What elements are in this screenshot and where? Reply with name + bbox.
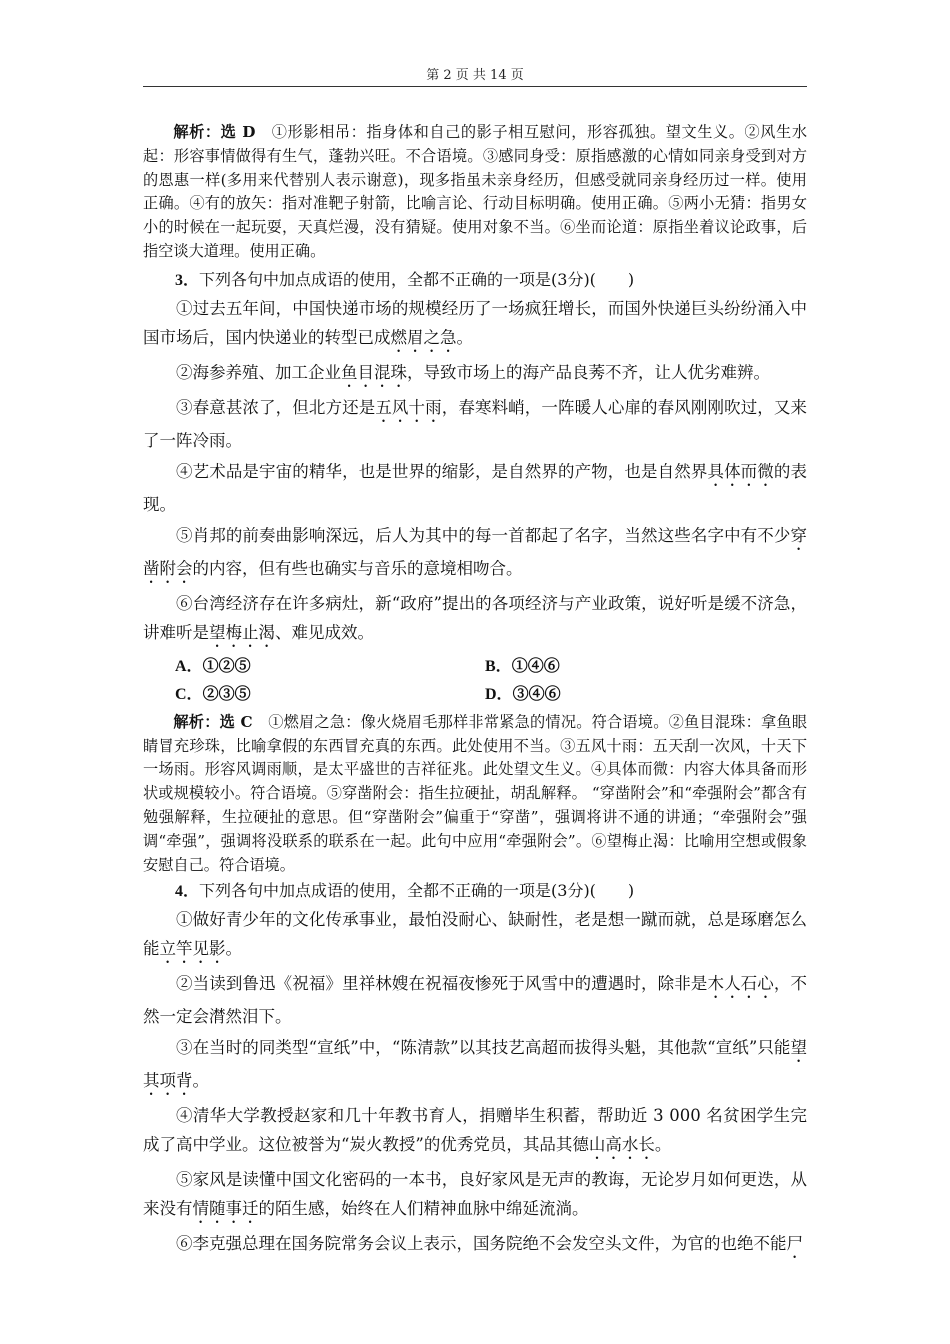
q3-item-5: [143, 521, 807, 587]
q3-item-2-tail: ，导致市场上的海产品良莠不齐，让人优劣难辨。: [407, 362, 770, 382]
q3-item-6-text: ⑥台湾经济存在许多病灶，新“政府”提出的各项经济与产业政策，说好听是缓不济急，讲难听是: [143, 593, 807, 642]
q4-item-2: [143, 969, 807, 1031]
header-divider: [143, 86, 807, 87]
q4-item-4-text: ④清华大学教授赵家和几十年教书育人，捐赠毕生积蓄，帮助近 3 000 名贫困学生完成了高中学业。这位被誉为“炭火教授”的优秀党员，其品其德: [143, 1106, 807, 1155]
q4-item-6: [143, 1229, 807, 1262]
analysis-q3: [143, 711, 807, 878]
q3-item-2: [143, 358, 807, 391]
q3-item-1: [143, 294, 807, 356]
analysis-q3-label: 解析：选 C: [173, 712, 253, 731]
q3-item-4-tail: 的表现。: [143, 461, 808, 514]
q4-item-2-text: ②当读到鲁迅《祝福》里祥林嫂在祝福夜惨死于风雪中的遭遇时，除非是: [176, 974, 708, 994]
q4-item-1-text: ①做好青少年的文化传承事业，最怕没耐心、缺耐性，老是想一蹴而就，总是琢磨怎么能: [143, 910, 807, 959]
q3-options-row-2: [143, 681, 807, 709]
q4-item-3: [143, 1033, 807, 1099]
q3-item-1-idiom: 燃眉之急: [390, 327, 457, 347]
q4-item-1-idiom: 立竿见影: [159, 939, 226, 959]
question-3-number: 3．: [175, 271, 200, 289]
q4-item-4: [143, 1101, 807, 1163]
question-3-stem: [143, 266, 807, 294]
analysis-q3-text: ①燃眉之急：像火烧眉毛那样非常紧急的情况。符合语境。②鱼目混珠：拿鱼眼睛冒充珍珠，比喻拿假的东西冒充真的东西。此处使用不当。③五风十雨：五天刮一次风，十天下一场雨。形容风调雨顺，是太平盛世的吉祥征兆。此处望文生义。④具体而微：内容大体具备而形状或规模较小。符合语境。⑤穿凿附会：指生拉硬扯，胡乱解释。 “穿凿附会”和“牵强附会”都含有勉强解释，生拉硬扯的意思。但“穿凿附会”偏重于“穿凿”，强调将讲不通的讲通；“牵强附会”强调“牵强”，强调将没联系的联系在一起。此句中应用“牵强附会”。⑥望梅止渴：比喻用空想或假象安慰自己。符合语境。: [143, 712, 808, 874]
q3-option-c-text: ②③⑤: [202, 685, 251, 703]
page-header: [143, 64, 807, 83]
q4-item-5-tail: 的陌生感，始终在人们精神血脉中绵延流淌。: [258, 1199, 589, 1219]
q3-item-5-text: ⑤肖邦的前奏曲影响深远，后人为其中的每一首都起了名字，当然这些名字中有不少: [176, 525, 791, 545]
q3-item-4-text: ④艺术品是宇宙的精华，也是世界的缩影，是自然界的产物，也是自然界: [176, 461, 708, 481]
q3-item-3-tail: ，春寒料峭，一阵暖人心扉的春风刚刚吹过，又来了一阵冷雨。: [143, 397, 808, 450]
q4-item-2-tail: ，不然一定会潸然泪下。: [143, 974, 808, 1027]
q3-item-3-idiom: 五风十雨: [375, 397, 442, 417]
q3-item-5-idiom: 穿凿附会: [143, 525, 807, 578]
q3-item-1-text: ①过去五年间，中国快递市场的规模经历了一场疯狂增长，而国外快递巨头纷纷涌入中国市场后，国内快递业的转型已成: [143, 298, 807, 347]
page-number-label: 第 2 页 共 14 页: [426, 68, 524, 83]
question-3-text: 下列各句中加点成语的使用，全都不正确的一项是(3分)( ): [199, 269, 635, 289]
q3-option-b-text: ①④⑥: [511, 657, 560, 675]
q4-item-3-tail: 。: [192, 1071, 209, 1091]
q3-option-d[interactable]: [453, 681, 763, 709]
q3-item-2-idiom: 鱼目混珠: [341, 362, 407, 382]
q3-option-d-letter: D．: [485, 685, 513, 703]
document-body: [143, 121, 807, 1264]
q3-item-3: [143, 393, 807, 455]
q4-item-6-idiom: 尸: [786, 1234, 803, 1254]
q3-item-4: [143, 457, 807, 519]
q4-item-3-idiom: 望其项背: [143, 1038, 807, 1091]
q4-item-4-idiom: 山高水长: [588, 1135, 655, 1155]
q4-item-2-idiom: 木人石心: [707, 974, 774, 994]
q3-item-3-text: ③春意甚浓了，但北方还是: [176, 397, 376, 417]
q3-option-b-letter: B．: [485, 657, 512, 675]
q4-item-5: [143, 1165, 807, 1227]
q3-item-5-tail: 的内容，但有些也确实与音乐的意境相吻合。: [192, 558, 523, 578]
q3-item-2-text: ②海参养殖、加工企业: [176, 362, 341, 382]
q4-item-1: [143, 905, 807, 967]
q3-options-row-1: [143, 653, 807, 681]
q3-option-a-text: ①②⑤: [202, 657, 251, 675]
q3-option-b[interactable]: [453, 653, 763, 681]
analysis-q2-label: 解析：选 D: [173, 123, 256, 141]
q3-item-1-tail: 。: [456, 327, 473, 347]
q3-item-6-tail: 、难见成效。: [275, 622, 374, 642]
question-4-stem: [143, 877, 807, 905]
q3-option-a-letter: A．: [175, 657, 203, 675]
q4-item-5-text: ⑤家风是读懂中国文化密码的一本书，良好家风是无声的教诲，无论岁月如何更迭，从来没有: [143, 1170, 807, 1219]
q3-item-6: [143, 589, 807, 651]
q4-item-1-tail: 。: [225, 939, 242, 959]
q3-item-4-idiom: 具体而微: [707, 461, 774, 481]
q3-option-c[interactable]: [143, 681, 453, 709]
q3-option-c-letter: C．: [175, 685, 203, 703]
q3-item-6-idiom: 望梅止渴: [209, 622, 275, 642]
q3-option-d-text: ③④⑥: [512, 685, 561, 703]
q4-item-4-tail: 。: [654, 1135, 672, 1155]
question-4-text: 下列各句中加点成语的使用，全都不正确的一项是(3分)( ): [199, 881, 635, 901]
q3-option-a[interactable]: [143, 653, 453, 681]
q4-item-3-text: ③在当时的同类型“宣纸”中，“陈清款”以其技艺高超而拔得头魁，其他款“宣纸”只能: [176, 1038, 791, 1058]
q4-item-5-idiom: 情随事迁: [192, 1199, 259, 1219]
q4-item-6-text: ⑥李克强总理在国务院常务会议上表示，国务院绝不会发空头文件，为官的也绝不能: [176, 1234, 787, 1254]
analysis-q2-text: ①形影相吊：指身体和自己的影子相互慰问，形容孤独。望文生义。②风生水起：形容事情做得有生气，蓬勃兴旺。不合语境。③感同身受：原指感激的心情如同亲身受到对方的恩惠一样(多用来代替别人表示谢意)，现多指虽未亲身经历，但感受就同亲身经历过一样。使用正确。④有的放矢：指对准靶子射箭，比喻言论、行动目标明确。使用正确。⑤两小无猜：指男女小的时候在一起玩耍，天真烂漫，没有猜疑。使用对象不当。⑥坐而论道：原指坐着议论政事，后指空谈大道理。使用正确。: [143, 123, 808, 260]
question-4-number: 4．: [175, 883, 200, 901]
analysis-q2: [143, 121, 807, 264]
